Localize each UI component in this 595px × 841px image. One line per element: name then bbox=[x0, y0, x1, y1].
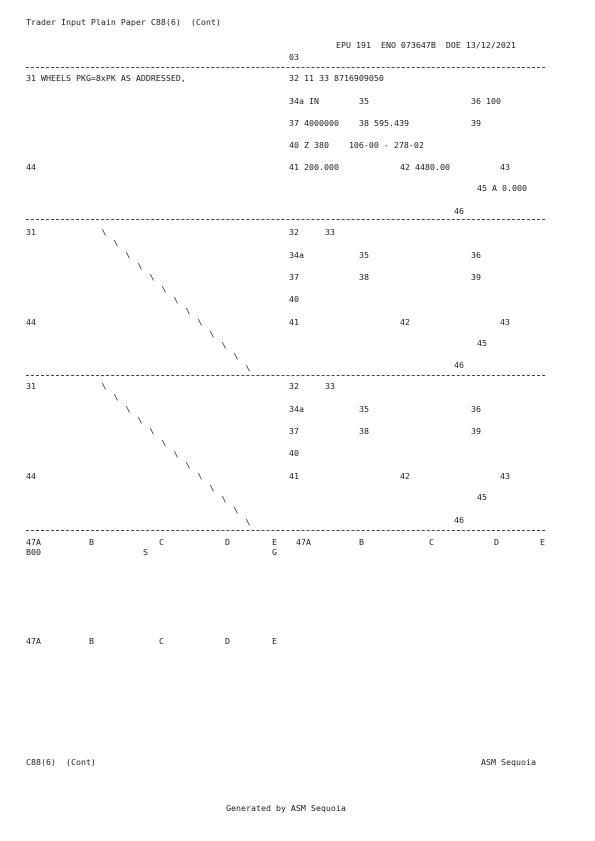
item1-field-41: 41 200.000 bbox=[289, 162, 339, 172]
box47-right-b: B bbox=[359, 537, 364, 547]
item1-field-42: 42 4480.00 bbox=[400, 162, 450, 172]
item2-strike-slash: \ bbox=[221, 340, 227, 350]
box47-lower-a: 47A bbox=[26, 636, 41, 646]
item2-strike-slash: \ bbox=[185, 306, 191, 317]
item3-strike-slash: \ bbox=[185, 460, 191, 471]
item1-field-35: 35 bbox=[359, 96, 369, 106]
item2-field-34a: 34a bbox=[289, 250, 304, 260]
box47-lower-c: C bbox=[159, 636, 164, 646]
item2-field-38: 38 bbox=[359, 272, 369, 282]
box47-left-s: S bbox=[143, 547, 148, 557]
item3-strike-slash: \ bbox=[233, 505, 239, 516]
item2-field-36: 36 bbox=[471, 250, 481, 260]
item3-strike-slash: \ bbox=[101, 381, 107, 391]
box47-left-b00: B00 bbox=[26, 547, 41, 557]
item3-field-40: 40 bbox=[289, 448, 299, 458]
item1-field-46: 46 bbox=[454, 206, 464, 216]
item3-strike-slash: \ bbox=[173, 448, 179, 459]
item3-field-44: 44 bbox=[26, 471, 36, 481]
item2-field-46: 46 bbox=[454, 360, 464, 370]
item3-strike-slash: \ bbox=[125, 403, 131, 414]
box47-lower-e: E bbox=[272, 636, 277, 646]
item2-field-32: 32 bbox=[289, 227, 299, 237]
item2-strike-slash: \ bbox=[161, 283, 167, 294]
item1-field-32-33: 32 11 33 8716909050 bbox=[289, 73, 384, 83]
item3-strike-slash: \ bbox=[149, 426, 155, 437]
item1-field-37: 37 4000000 bbox=[289, 118, 339, 128]
box47-right-c: C bbox=[429, 537, 434, 547]
item1-field-40: 40 Z 380 106-00 - 278-02 bbox=[289, 140, 424, 150]
item2-strike-slash: \ bbox=[137, 260, 143, 271]
box47-left-g: G bbox=[272, 547, 277, 557]
item2-field-43: 43 bbox=[500, 317, 510, 327]
item3-strike-slash: \ bbox=[197, 471, 203, 482]
item2-field-37: 37 bbox=[289, 272, 299, 282]
item2-field-35: 35 bbox=[359, 250, 369, 260]
box47-left-d: D bbox=[225, 537, 230, 547]
item1-field-34a: 34a IN bbox=[289, 96, 319, 106]
item3-field-45: 45 bbox=[477, 492, 487, 502]
item2-strike-slash: \ bbox=[245, 362, 251, 373]
header-code: 03 bbox=[289, 52, 299, 62]
item1-field-31: 31 WHEELS PKG=8xPK AS ADDRESSED, bbox=[26, 73, 186, 83]
item3-strike-slash: \ bbox=[221, 494, 227, 504]
item2-strike-slash: \ bbox=[209, 328, 215, 339]
item3-field-42: 42 bbox=[400, 471, 410, 481]
item3-field-46: 46 bbox=[454, 515, 464, 525]
item3-field-41: 41 bbox=[289, 471, 299, 481]
divider-4 bbox=[26, 530, 545, 531]
box47-right-d: D bbox=[494, 537, 499, 547]
item3-strike-slash: \ bbox=[113, 392, 119, 403]
box47-right-e: E bbox=[540, 537, 545, 547]
item3-field-38: 38 bbox=[359, 426, 369, 436]
item2-field-45: 45 bbox=[477, 338, 487, 348]
item3-field-36: 36 bbox=[471, 404, 481, 414]
box47-left-a: 47A bbox=[26, 537, 41, 547]
item1-field-39: 39 bbox=[471, 118, 481, 128]
item2-strike-slash: \ bbox=[233, 351, 239, 362]
reference-line: EPU 191 ENO 073647B DOE 13/12/2021 bbox=[336, 40, 516, 50]
item2-strike-slash: \ bbox=[173, 294, 179, 305]
divider-2 bbox=[26, 219, 545, 220]
item3-field-31: 31 bbox=[26, 381, 36, 391]
item1-field-36: 36 100 bbox=[471, 96, 501, 106]
item2-strike-slash: \ bbox=[113, 238, 119, 249]
item3-strike-slash: \ bbox=[245, 516, 251, 527]
item3-field-39: 39 bbox=[471, 426, 481, 436]
item3-field-34a: 34a bbox=[289, 404, 304, 414]
box47-left-b: B bbox=[89, 537, 94, 547]
box47-lower-b: B bbox=[89, 636, 94, 646]
item2-field-33: 33 bbox=[325, 227, 335, 237]
item2-field-44: 44 bbox=[26, 317, 36, 327]
box47-right-a: 47A bbox=[296, 537, 311, 547]
footer-generated-by: Generated by ASM Sequoia bbox=[226, 803, 346, 813]
item3-field-35: 35 bbox=[359, 404, 369, 414]
item3-field-33: 33 bbox=[325, 381, 335, 391]
item3-field-43: 43 bbox=[500, 471, 510, 481]
item2-field-31: 31 bbox=[26, 227, 36, 237]
footer-form-code: C88(6) (Cont) bbox=[26, 757, 96, 767]
divider-3 bbox=[26, 375, 545, 376]
page-title: Trader Input Plain Paper C88(6) (Cont) bbox=[26, 17, 221, 27]
box47-left-e: E bbox=[272, 537, 277, 547]
item3-field-37: 37 bbox=[289, 426, 299, 436]
item2-field-39: 39 bbox=[471, 272, 481, 282]
item2-field-41: 41 bbox=[289, 317, 299, 327]
item2-field-40: 40 bbox=[289, 294, 299, 304]
item2-field-42: 42 bbox=[400, 317, 410, 327]
item2-strike-slash: \ bbox=[101, 227, 107, 237]
box47-left-c: C bbox=[159, 537, 164, 547]
box47-lower-d: D bbox=[225, 636, 230, 646]
item2-strike-slash: \ bbox=[197, 317, 203, 328]
item2-strike-slash: \ bbox=[125, 249, 131, 260]
item3-strike-slash: \ bbox=[209, 482, 215, 493]
item2-strike-slash: \ bbox=[149, 272, 155, 283]
item1-field-44: 44 bbox=[26, 162, 36, 172]
item1-field-43: 43 bbox=[500, 162, 510, 172]
item3-strike-slash: \ bbox=[161, 437, 167, 448]
divider-1 bbox=[26, 67, 545, 68]
item3-field-32: 32 bbox=[289, 381, 299, 391]
footer-vendor: ASM Sequoia bbox=[481, 757, 536, 767]
item3-strike-slash: \ bbox=[137, 414, 143, 425]
item1-field-45: 45 A 0.000 bbox=[477, 183, 527, 193]
item1-field-38: 38 595.439 bbox=[359, 118, 409, 128]
